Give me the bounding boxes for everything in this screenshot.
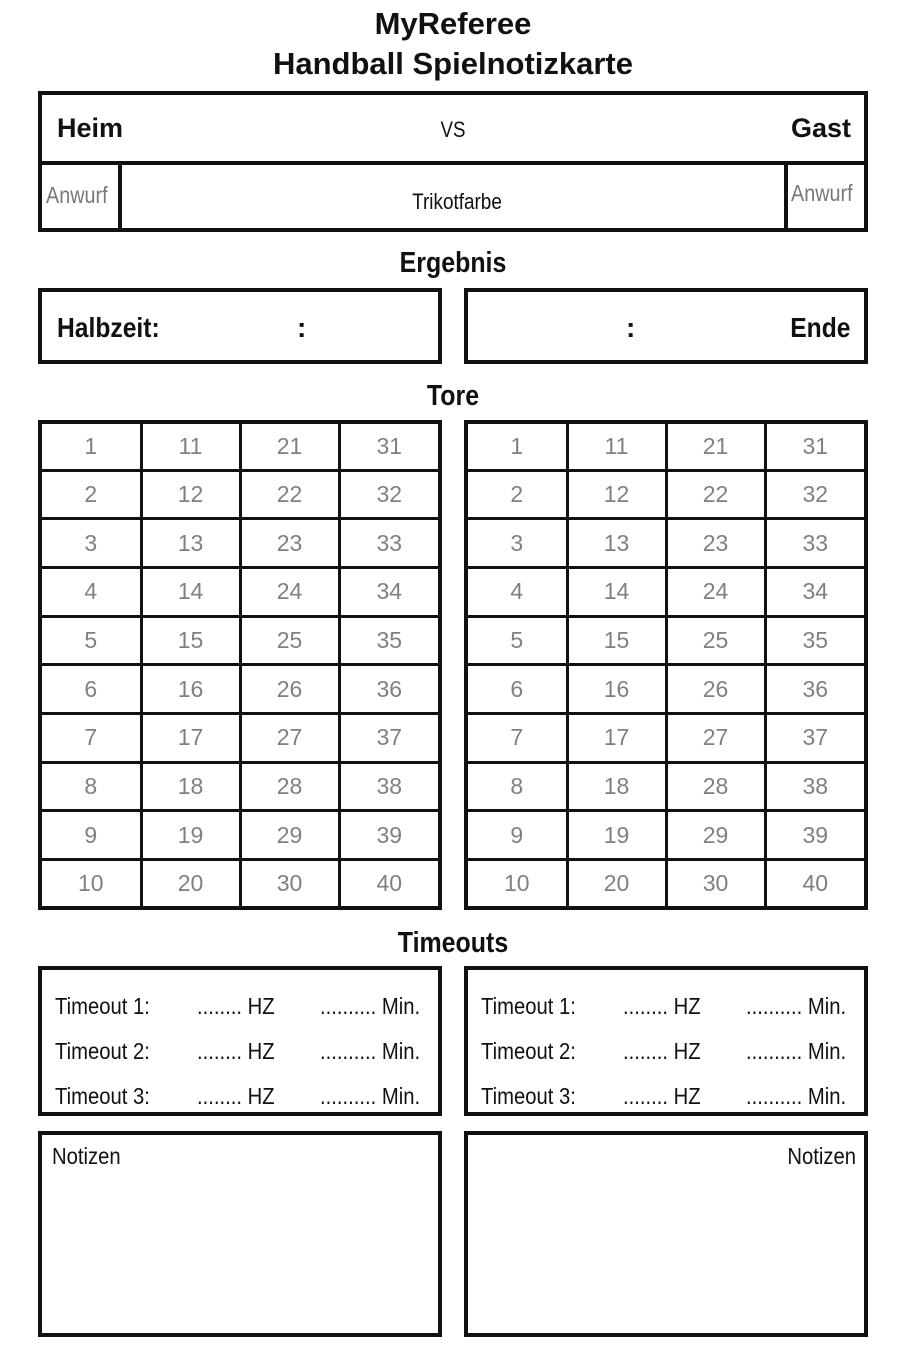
away-goal-cell[interactable]: 26	[666, 665, 765, 714]
throw-off-left-label: Anwurf	[46, 182, 108, 208]
home-timeout-minute-field[interactable]: .......... Min.	[320, 993, 421, 1019]
away-timeout-minute-field[interactable]: .......... Min.	[746, 993, 847, 1019]
home-timeout-half-field[interactable]: ........ HZ	[197, 993, 275, 1019]
away-goal-cell[interactable]: 40	[765, 860, 864, 906]
home-notes-box[interactable]	[38, 1131, 442, 1337]
away-goal-cell[interactable]: 18	[567, 762, 666, 811]
away-timeouts-box	[464, 966, 868, 1116]
away-goal-cell[interactable]: 32	[765, 470, 864, 519]
throw-off-right-cell[interactable]	[784, 165, 864, 228]
away-goal-cell[interactable]: 5	[468, 616, 567, 665]
goal-row	[42, 860, 438, 906]
away-goals-grid	[464, 420, 868, 910]
goal-row	[42, 714, 438, 763]
home-timeouts-box	[38, 966, 442, 1116]
away-goal-cell[interactable]: 31	[765, 424, 864, 470]
home-goal-cell[interactable]: 33	[339, 519, 438, 568]
home-goal-cell[interactable]: 29	[240, 811, 339, 860]
home-goal-cell[interactable]: 18	[141, 762, 240, 811]
home-timeout-minute-field[interactable]: .......... Min.	[320, 1083, 421, 1109]
home-goal-cell[interactable]: 39	[339, 811, 438, 860]
home-goal-cell[interactable]: 2	[42, 470, 141, 519]
away-timeout-label: Timeout 1:	[481, 993, 576, 1019]
goal-row	[42, 470, 438, 519]
away-timeout-minute-field[interactable]: .......... Min.	[746, 1083, 847, 1109]
home-goal-cell[interactable]: 7	[42, 714, 141, 763]
goal-row	[468, 665, 864, 714]
home-goal-cell[interactable]: 21	[240, 424, 339, 470]
home-goal-cell[interactable]: 23	[240, 519, 339, 568]
away-goal-cell[interactable]: 28	[666, 762, 765, 811]
away-goal-cell[interactable]: 37	[765, 714, 864, 763]
jersey-color-label[interactable]: Trikotfarbe	[412, 189, 502, 214]
home-timeout-row	[42, 1036, 438, 1066]
goal-row	[42, 811, 438, 860]
throw-off-left-cell[interactable]	[42, 165, 122, 228]
away-goal-cell[interactable]: 8	[468, 762, 567, 811]
away-goal-cell[interactable]: 9	[468, 811, 567, 860]
final-separator: :	[626, 312, 636, 343]
home-goal-cell[interactable]: 9	[42, 811, 141, 860]
home-goal-cell[interactable]: 11	[141, 424, 240, 470]
away-timeout-half-field[interactable]: ........ HZ	[623, 1038, 701, 1064]
card-title: Handball Spielnotizkarte	[272, 46, 633, 81]
halftime-label: Halbzeit:	[57, 312, 160, 343]
halftime-score-box[interactable]	[38, 288, 442, 364]
home-goal-cell[interactable]: 16	[141, 665, 240, 714]
home-goal-cell[interactable]: 24	[240, 568, 339, 617]
home-timeout-row	[42, 991, 438, 1021]
away-timeout-row	[468, 1036, 864, 1066]
home-goal-cell[interactable]: 22	[240, 470, 339, 519]
versus-label: VS	[440, 117, 466, 142]
home-goal-cell[interactable]: 6	[42, 665, 141, 714]
home-goal-cell[interactable]: 10	[42, 860, 141, 906]
card-brand-title: MyReferee	[374, 6, 532, 41]
goal-row	[468, 714, 864, 763]
home-goal-cell[interactable]: 13	[141, 519, 240, 568]
home-goal-cell[interactable]: 4	[42, 568, 141, 617]
home-goal-cell[interactable]: 17	[141, 714, 240, 763]
goal-row	[42, 665, 438, 714]
home-goal-cell[interactable]: 32	[339, 470, 438, 519]
away-goal-cell[interactable]: 6	[468, 665, 567, 714]
home-goal-cell[interactable]: 14	[141, 568, 240, 617]
away-timeout-row	[468, 1081, 864, 1111]
goal-row	[42, 616, 438, 665]
goal-row	[468, 811, 864, 860]
away-timeout-label: Timeout 3:	[481, 1083, 576, 1109]
away-notes-box[interactable]	[464, 1131, 868, 1337]
home-goal-cell[interactable]: 36	[339, 665, 438, 714]
home-goal-cell[interactable]: 15	[141, 616, 240, 665]
away-goal-cell[interactable]: 33	[765, 519, 864, 568]
goal-row	[468, 616, 864, 665]
away-goal-cell[interactable]: 7	[468, 714, 567, 763]
away-goal-cell[interactable]: 38	[765, 762, 864, 811]
away-goal-cell[interactable]: 17	[567, 714, 666, 763]
goal-row	[42, 568, 438, 617]
home-timeout-label: Timeout 2:	[55, 1038, 150, 1064]
home-timeout-half-field[interactable]: ........ HZ	[197, 1083, 275, 1109]
home-goals-grid	[38, 420, 442, 910]
away-goal-cell[interactable]: 14	[567, 568, 666, 617]
away-notes-label: Notizen	[787, 1143, 856, 1169]
timeouts-heading: Timeouts	[397, 927, 509, 959]
home-goal-cell[interactable]: 31	[339, 424, 438, 470]
away-goal-cell[interactable]: 27	[666, 714, 765, 763]
away-goal-cell[interactable]: 39	[765, 811, 864, 860]
goals-heading: Tore	[426, 380, 480, 412]
away-goal-cell[interactable]: 13	[567, 519, 666, 568]
home-goal-cell[interactable]: 28	[240, 762, 339, 811]
away-goal-cell[interactable]: 34	[765, 568, 864, 617]
away-timeout-minute-field[interactable]: .......... Min.	[746, 1038, 847, 1064]
away-timeout-row	[468, 991, 864, 1021]
teams-box	[38, 91, 868, 232]
away-goal-cell[interactable]: 4	[468, 568, 567, 617]
home-goal-cell[interactable]: 27	[240, 714, 339, 763]
away-goal-cell[interactable]: 3	[468, 519, 567, 568]
goal-row	[42, 424, 438, 470]
away-goal-cell[interactable]: 23	[666, 519, 765, 568]
home-goal-cell[interactable]: 5	[42, 616, 141, 665]
home-goal-cell[interactable]: 30	[240, 860, 339, 906]
goal-row	[468, 568, 864, 617]
away-timeout-half-field[interactable]: ........ HZ	[623, 1083, 701, 1109]
away-goal-cell[interactable]: 24	[666, 568, 765, 617]
away-goal-cell[interactable]: 35	[765, 616, 864, 665]
final-score-box[interactable]	[464, 288, 868, 364]
home-timeout-label: Timeout 3:	[55, 1083, 150, 1109]
home-goal-cell[interactable]: 20	[141, 860, 240, 906]
goal-row	[468, 424, 864, 470]
away-goal-cell[interactable]: 20	[567, 860, 666, 906]
away-goal-cell[interactable]: 1	[468, 424, 567, 470]
away-goal-cell[interactable]: 10	[468, 860, 567, 906]
home-goal-cell[interactable]: 35	[339, 616, 438, 665]
away-timeout-label: Timeout 2:	[481, 1038, 576, 1064]
goal-row	[468, 470, 864, 519]
home-timeout-label: Timeout 1:	[55, 993, 150, 1019]
home-goal-cell[interactable]: 34	[339, 568, 438, 617]
home-notes-label: Notizen	[52, 1143, 121, 1169]
away-goal-cell[interactable]: 19	[567, 811, 666, 860]
goal-row	[42, 762, 438, 811]
away-team-label[interactable]: Gast	[790, 113, 851, 143]
away-goal-cell[interactable]: 12	[567, 470, 666, 519]
away-goal-cell[interactable]: 30	[666, 860, 765, 906]
home-goal-cell[interactable]: 19	[141, 811, 240, 860]
away-goal-cell[interactable]: 22	[666, 470, 765, 519]
result-heading: Ergebnis	[399, 247, 507, 279]
home-goal-cell[interactable]: 40	[339, 860, 438, 906]
home-timeout-minute-field[interactable]: .......... Min.	[320, 1038, 421, 1064]
goal-row	[468, 860, 864, 906]
away-goal-cell[interactable]: 2	[468, 470, 567, 519]
away-goal-cell[interactable]: 36	[765, 665, 864, 714]
throw-off-right-label: Anwurf	[791, 180, 853, 206]
halftime-separator: :	[297, 312, 307, 343]
goal-row	[468, 762, 864, 811]
home-goal-cell[interactable]: 12	[141, 470, 240, 519]
home-team-label[interactable]: Heim	[57, 113, 124, 143]
home-goal-cell[interactable]: 8	[42, 762, 141, 811]
home-goal-cell[interactable]: 3	[42, 519, 141, 568]
away-timeout-half-field[interactable]: ........ HZ	[623, 993, 701, 1019]
end-label: Ende	[789, 312, 850, 343]
away-goal-cell[interactable]: 25	[666, 616, 765, 665]
home-goal-cell[interactable]: 38	[339, 762, 438, 811]
home-goal-cell[interactable]: 26	[240, 665, 339, 714]
away-goal-cell[interactable]: 21	[666, 424, 765, 470]
home-timeout-row	[42, 1081, 438, 1111]
away-goal-cell[interactable]: 16	[567, 665, 666, 714]
divider-line	[42, 161, 864, 165]
away-goal-cell[interactable]: 11	[567, 424, 666, 470]
home-goal-cell[interactable]: 37	[339, 714, 438, 763]
goal-row	[42, 519, 438, 568]
away-goal-cell[interactable]: 15	[567, 616, 666, 665]
home-goal-cell[interactable]: 25	[240, 616, 339, 665]
home-timeout-half-field[interactable]: ........ HZ	[197, 1038, 275, 1064]
goal-row	[468, 519, 864, 568]
away-goal-cell[interactable]: 29	[666, 811, 765, 860]
home-goal-cell[interactable]: 1	[42, 424, 141, 470]
